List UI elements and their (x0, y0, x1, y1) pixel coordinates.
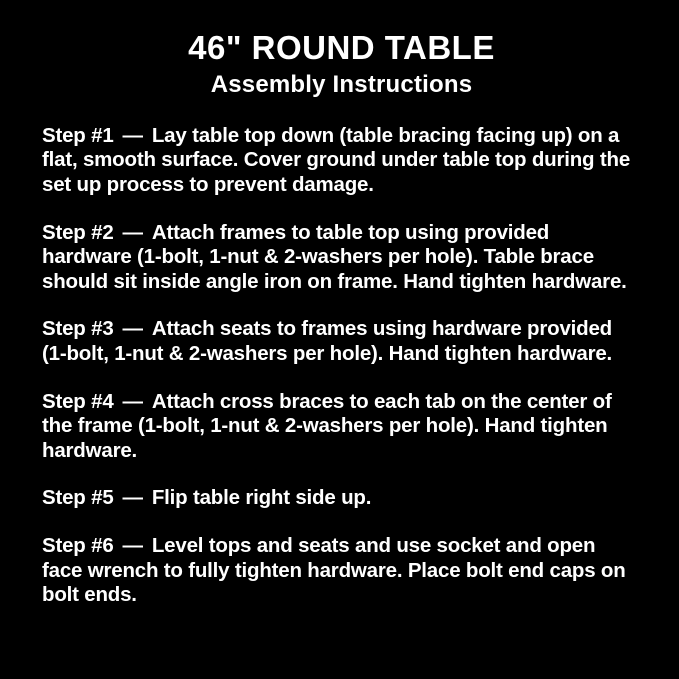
step-6-dash: — (122, 534, 143, 558)
page-title: 46" ROUND TABLE (188, 29, 495, 66)
step-6 (42, 534, 641, 608)
steps-list (42, 124, 641, 608)
step-5-dash: — (122, 486, 143, 510)
step-4-text: Attach cross braces to each tab on the center of the frame (1-bolt, 1-nut & 2-washers per hole). Hand tighten hardware. (42, 389, 612, 462)
step-4 (42, 390, 641, 464)
step-2 (42, 221, 641, 295)
step-1-label: Step #1 (42, 123, 114, 147)
step-2-label: Step #2 (42, 220, 114, 244)
step-4-dash: — (122, 389, 143, 413)
step-3-label: Step #3 (42, 317, 114, 341)
step-5-label: Step #5 (42, 486, 114, 510)
step-1-text: Lay table top down (table bracing facing up) on a flat, smooth surface. Cover ground under table top during the set up process to prevent damage. (42, 123, 631, 197)
step-5-text: Flip table right side up. (151, 486, 372, 510)
step-2-dash: — (122, 220, 143, 244)
step-6-text: Level tops and seats and use socket and open face wrench to fully tighten hardware. Place bolt end caps on bolt ends. (42, 534, 626, 607)
step-3 (42, 317, 641, 366)
step-3-text: Attach seats to frames using hardware provided (1-bolt, 1-nut & 2-washers per hole). Hand tighten hardware. (42, 317, 613, 366)
step-1-dash: — (122, 123, 143, 147)
page-subtitle: Assembly Instructions (210, 71, 473, 99)
step-6-label: Step #6 (42, 534, 114, 558)
step-3-dash: — (122, 317, 143, 341)
step-5 (42, 486, 641, 511)
step-1 (42, 124, 641, 198)
step-2-text: Attach frames to table top using provided hardware (1-bolt, 1-nut & 2-washers per hole). Table brace should sit inside angle iron on frame. Hand tighten hardware. (42, 220, 627, 293)
step-4-label: Step #4 (42, 389, 114, 413)
